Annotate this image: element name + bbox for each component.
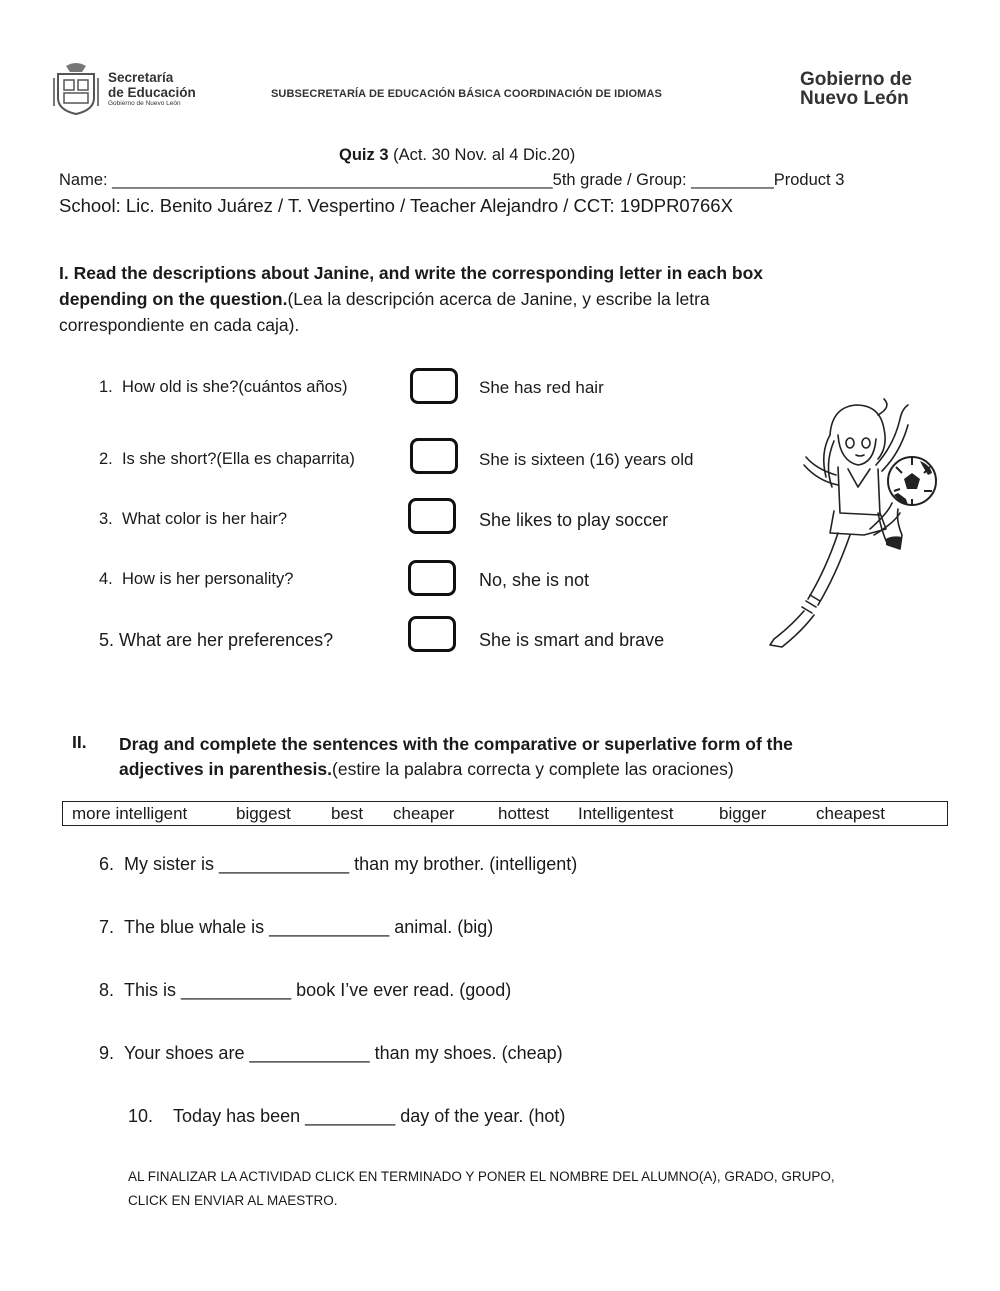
word-bank-item[interactable]: more intelligent: [72, 804, 188, 823]
section2-instruction-2: [119, 757, 793, 782]
sentence-7-text: The blue whale is ____________ animal. (big): [124, 917, 494, 937]
question-4-text: How is her personality?: [121, 570, 294, 588]
name-line: Name: ________________________________________________5th grade / Group: _________Product 3: [59, 171, 845, 189]
school-line: School: Lic. Benito Juárez / T. Vespertino / Teacher Alejandro / CCT: 19DPR0766X: [59, 195, 733, 216]
answer-box-3[interactable]: [408, 498, 456, 534]
footer-note-2: CLICK EN ENVIAR AL MAESTRO.: [128, 1193, 338, 1208]
sentence-10-text: Today has been _________ day of the year. (hot): [173, 1106, 566, 1126]
sentence-8: [99, 980, 511, 1001]
question-1-text: How old is she?(cuántos años): [121, 378, 348, 396]
soccer-girl-illustration: [760, 395, 940, 650]
word-bank-item[interactable]: cheapest: [816, 804, 885, 823]
logo-left-line2: de Educación: [108, 85, 196, 100]
word-bank-item[interactable]: best: [331, 804, 364, 823]
quiz-title-label: Quiz 3: [339, 146, 389, 164]
sentence-10: [128, 1106, 565, 1127]
word-bank-item[interactable]: hottest: [498, 804, 550, 823]
sentence-7: [99, 917, 493, 938]
section2-instruction-1: Drag and complete the sentences with the comparative or superlative form of the: [119, 734, 793, 754]
footer-note-1: AL FINALIZAR LA ACTIVIDAD CLICK EN TERMINADO Y PONER EL NOMBRE DEL ALUMNO(A), GRADO, GRUPO,: [128, 1169, 835, 1184]
sentence-7-num: 7.: [99, 917, 115, 937]
section1-instruction-1: I. Read the descriptions about Janine, and write the corresponding letter in each box: [59, 263, 764, 283]
logo-left-line3: Gobierno de Nuevo León: [108, 100, 181, 107]
sentence-9-text: Your shoes are ____________ than my shoes. (cheap): [124, 1043, 563, 1063]
section1-instruction-2: [59, 286, 763, 312]
word-bank-item[interactable]: cheaper: [393, 804, 455, 823]
question-2-num: 2.: [99, 450, 113, 468]
question-3: [99, 510, 287, 529]
logo-right-line2: Nuevo León: [800, 88, 909, 109]
section1-instructions: [59, 260, 763, 338]
description-4: No, she is not: [479, 570, 590, 590]
description-2: She is sixteen (16) years old: [479, 450, 694, 469]
section2-roman: II.: [72, 732, 87, 752]
description-5: She is smart and brave: [479, 630, 665, 650]
sentence-6: [99, 854, 577, 875]
answer-box-2[interactable]: [410, 438, 458, 474]
question-1-num: 1.: [99, 378, 113, 396]
question-3-num: 3.: [99, 510, 113, 528]
section1-instruction-2-normal: (Lea la descripción acerca de Janine, y escribe la letra: [287, 289, 710, 309]
question-2-text: Is she short?(Ella es chaparrita): [121, 450, 355, 468]
sentence-8-text: This is ___________ book I’ve ever read. (good): [124, 980, 512, 1000]
section1-instruction-3: correspondiente en cada caja).: [59, 315, 300, 335]
section1-instruction-2-bold: depending on the question.: [59, 289, 288, 309]
question-5-text: 5. What are her preferences?: [99, 630, 334, 650]
word-bank-item[interactable]: bigger: [719, 804, 767, 823]
description-1: She has red hair: [479, 378, 604, 397]
sentence-10-num: 10.: [128, 1106, 154, 1126]
sentence-8-num: 8.: [99, 980, 115, 1000]
word-bank-item[interactable]: Intelligentest: [578, 804, 674, 823]
subsecretaria-heading: SUBSECRETARÍA DE EDUCACIÓN BÁSICA COORDINACIÓN DE IDIOMAS: [271, 88, 662, 100]
secretaria-logo: [108, 70, 196, 108]
question-3-text: What color is her hair?: [121, 510, 288, 528]
answer-box-4[interactable]: [408, 560, 456, 596]
sentence-9: [99, 1043, 563, 1064]
question-2: [99, 450, 355, 469]
state-seal-icon: [52, 62, 100, 116]
answer-box-5[interactable]: [408, 616, 456, 652]
quiz-title: [339, 146, 575, 165]
logo-left-line1: Secretaría: [108, 70, 174, 85]
description-3: She likes to play soccer: [479, 510, 669, 530]
word-bank-item[interactable]: biggest: [236, 804, 291, 823]
sentence-9-num: 9.: [99, 1043, 115, 1063]
section2-instruction-2-bold: adjectives in parenthesis.: [119, 759, 333, 779]
logo-right-line1: Gobierno de: [800, 69, 912, 90]
question-4-num: 4.: [99, 570, 113, 588]
sentence-6-text: My sister is _____________ than my brother. (intelligent): [124, 854, 578, 874]
question-5: [99, 630, 333, 651]
quiz-dates: (Act. 30 Nov. al 4 Dic.20): [388, 146, 576, 164]
section2-instructions: [119, 732, 793, 782]
answer-box-1[interactable]: [410, 368, 458, 404]
sentence-6-num: 6.: [99, 854, 115, 874]
question-1: [99, 378, 348, 397]
question-4: [99, 570, 293, 589]
section2-instruction-2-normal: (estire la palabra correcta y complete las oraciones): [332, 759, 734, 779]
gobierno-logo: [800, 70, 912, 108]
